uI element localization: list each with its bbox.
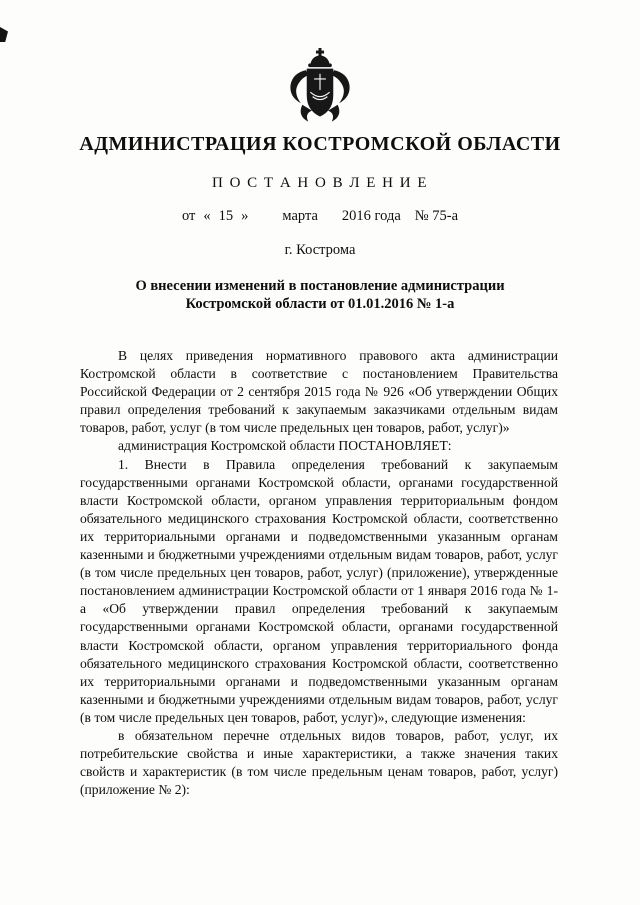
document-type-heading: П О С Т А Н О В Л Е Н И Е: [212, 175, 428, 191]
body-paragraph: в обязательном перечне отдельных видов товаров, работ, услуг, их потребительские свойства и иные характеристики, а также значения таких свойств и характеристик (в том числе предельным ценам товаров, работ, услуг) (приложение № 2):: [80, 727, 558, 798]
place-line: г. Кострома: [284, 242, 356, 258]
document-number: № 75-а: [414, 208, 459, 224]
date-close-quote: »: [241, 208, 249, 224]
organization-name: АДМИНИСТРАЦИЯ КОСТРОМСКОЙ ОБЛАСТИ: [79, 133, 561, 155]
body-paragraph: В целях приведения нормативного правового акта администрации Костромской области в соответствие с постановлением Правительства Российской Федерации от 2 сентября 2015 года № 926 «Об утверждении Общих правил определения требований к закупаемым заказчиками отдельным видам товаров, работ, услуг (в том числе предельных цен товаров, работ, услуг)»: [80, 348, 558, 436]
scan-artifact: [0, 27, 8, 42]
date-year: 2016 года: [341, 208, 401, 224]
date-day: 15: [218, 208, 234, 224]
kostroma-coat-of-arms-icon: [283, 48, 357, 132]
body-paragraph: 1. Внести в Правила определения требований к закупаемым государственными органами Костромской области, органами государственной власти Костромской области, органом управления территориальным фондом обязательного медицинского страхования Костромской области, соответственно их территориальными органами и подведомственными указанным органам казенными и бюджетными учреждениями отдельным видам товаров, работ, услуг (в том числе предельных цен товаров, работ, услуг) (приложение), утвержденные постановлением администрации Костромской области от 1 января 2016 года № 1-а «Об утверждении правил определения требований к закупаемым государственными органами Костромской области, органами государственной власти Костромской области, органом управления территориального фонда обязательного медицинского страхования Костромской области, соответственно их территориальными органами и подведомственными указанным органам казенными и бюджетными учреждениями отдельным видам товаров, работ, услуг (в том числе предельных цен товаров, работ, услуг)», следующие изменения:: [80, 456, 558, 725]
document-body: [80, 347, 558, 799]
date-open-quote: «: [203, 208, 211, 224]
body-paragraph: администрация Костромской области ПОСТАНОВЛЯЕТ:: [118, 438, 452, 454]
date-prefix: от: [181, 208, 196, 224]
document-subject: О внесении изменений в постановление администрации Костромской области от 01.01.2016 № 1-а: [135, 278, 505, 312]
date-line: [0, 208, 640, 225]
date-month: марта: [282, 208, 318, 224]
